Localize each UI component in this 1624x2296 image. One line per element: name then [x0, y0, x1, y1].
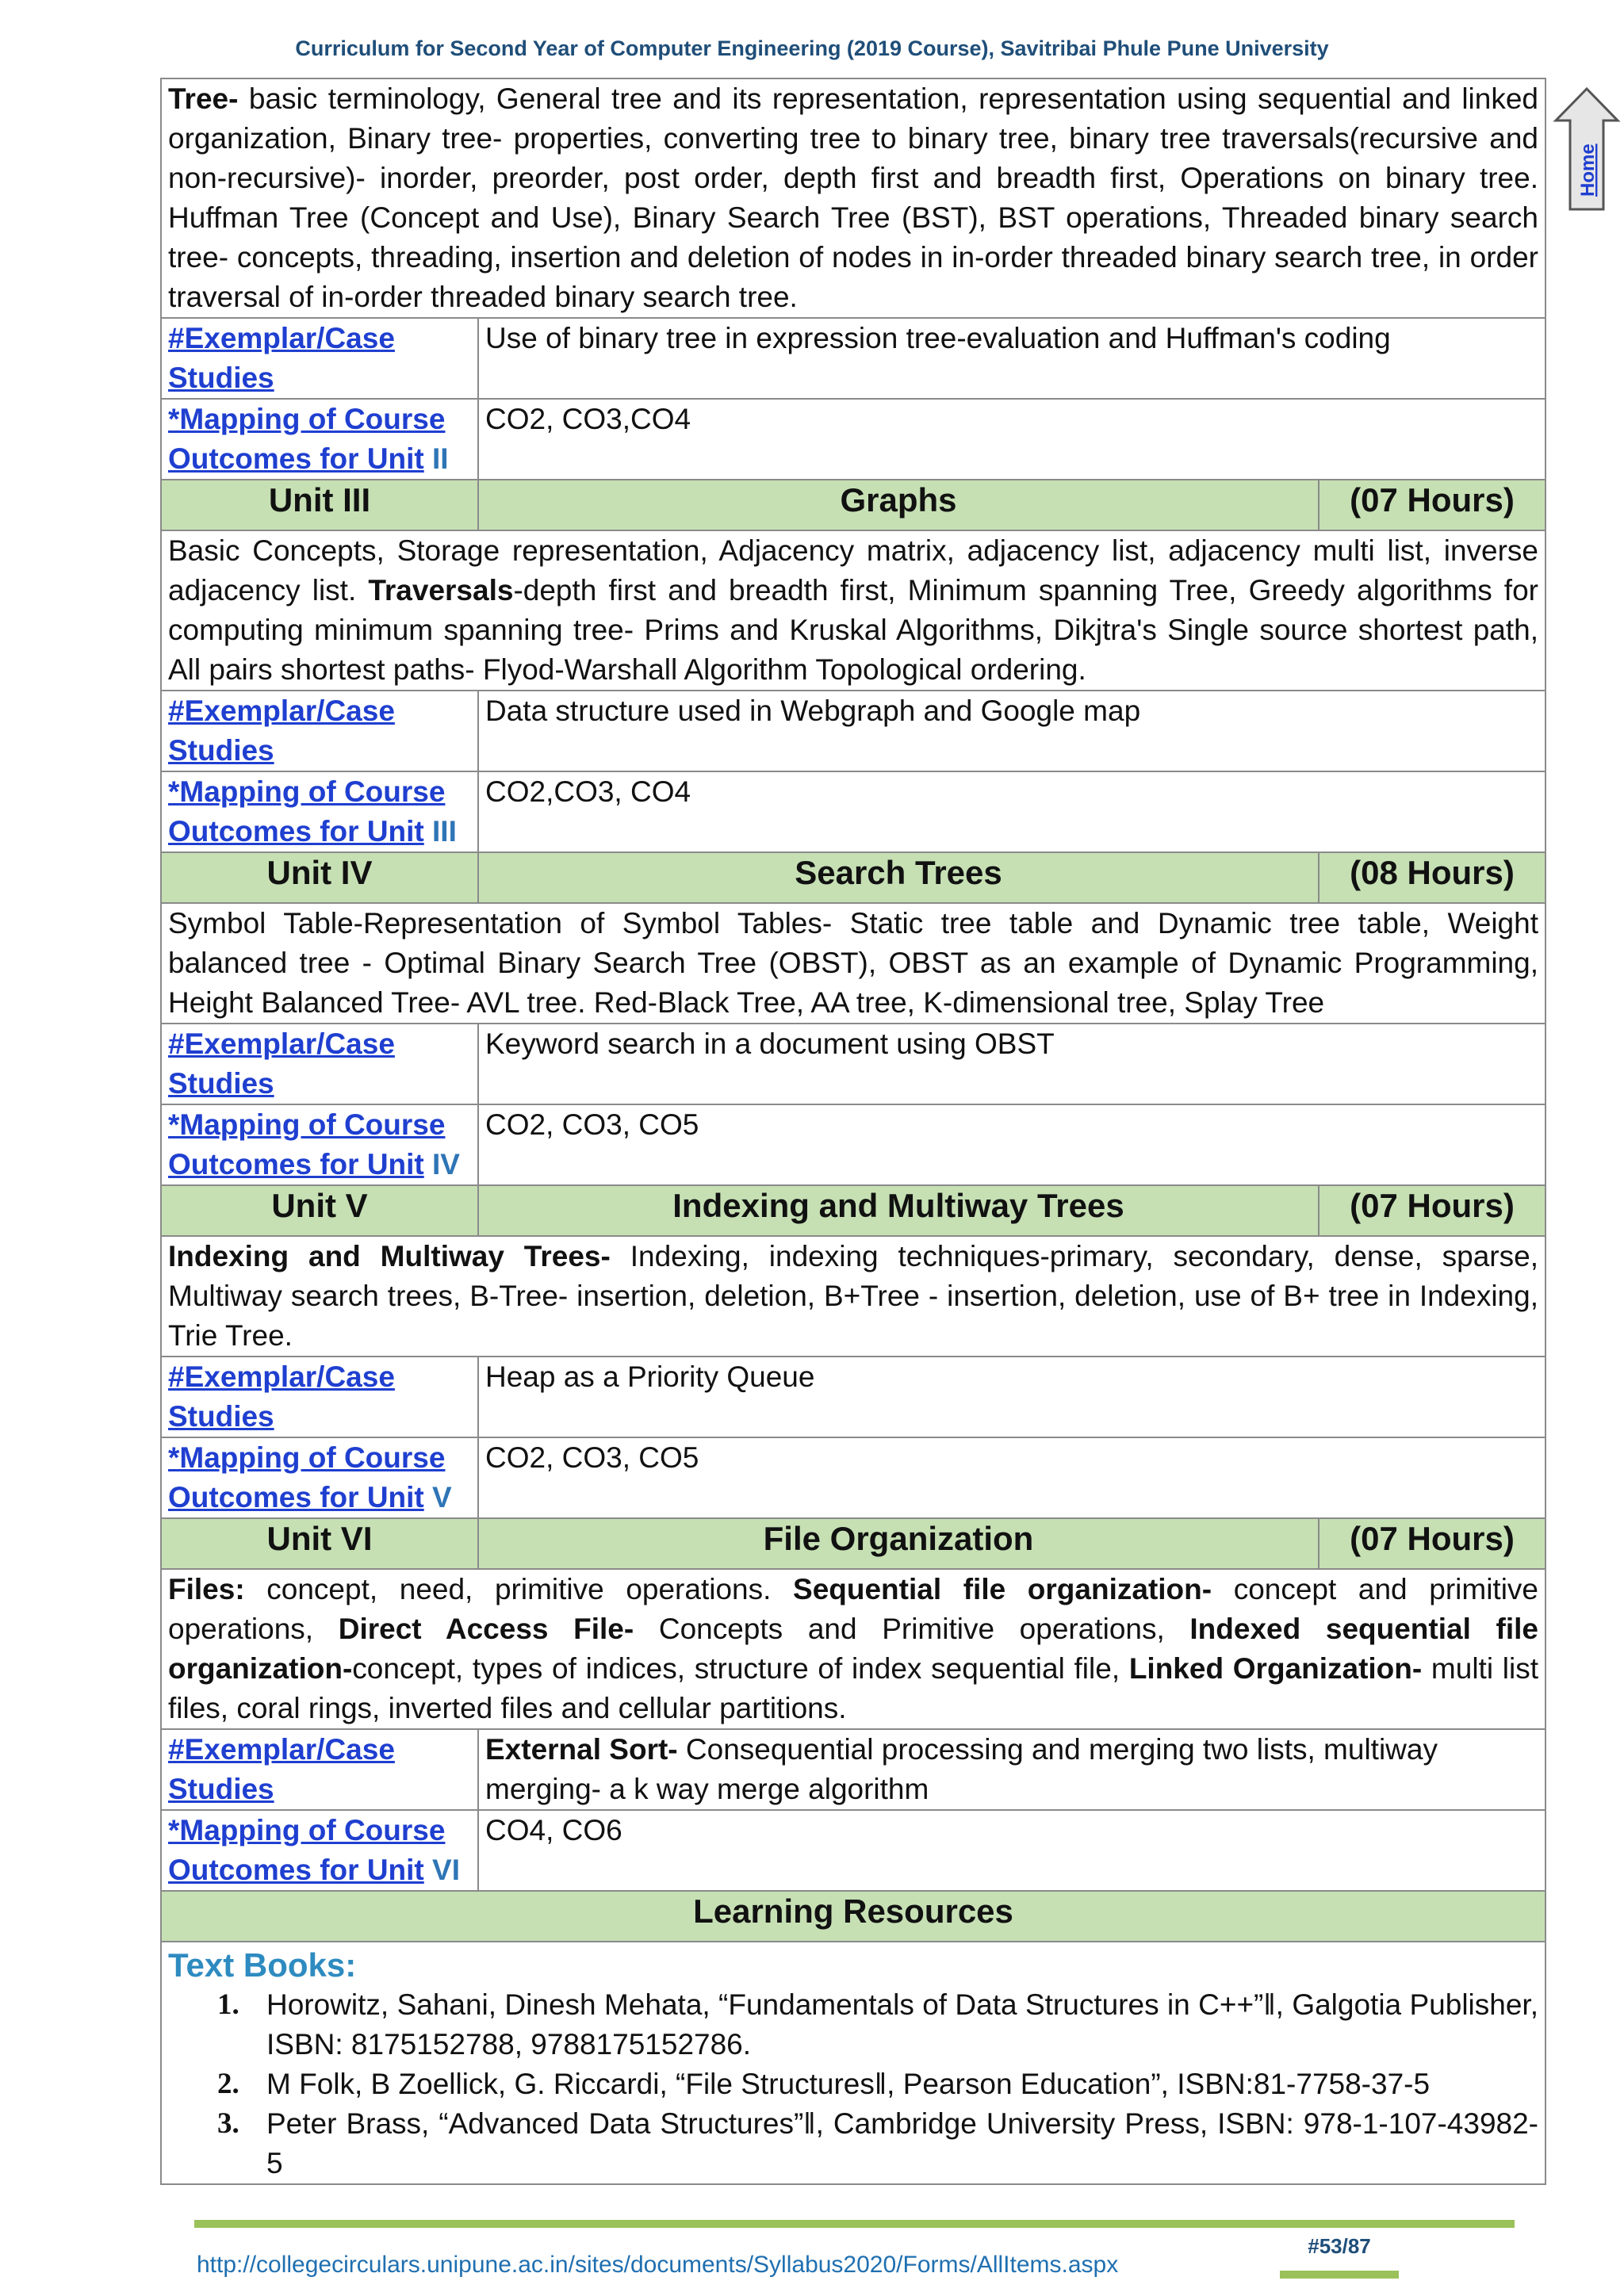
unit3-content-row	[161, 530, 1545, 691]
unit5-number: Unit V	[161, 1185, 478, 1236]
unit4-number: Unit IV	[161, 852, 478, 903]
unit3-exemplar: Data structure used in Webgraph and Google map	[478, 691, 1545, 771]
unit2-content-row	[161, 78, 1545, 318]
syllabus-table	[160, 78, 1546, 2185]
footer-url[interactable]: http://collegecirculars.unipune.ac.in/sites/documents/Syllabus2020/Forms/AllItems.aspx	[197, 2252, 1119, 2278]
unit2-exemplar: Use of binary tree in expression tree-evaluation and Huffman's coding	[478, 318, 1545, 399]
unit4-exemplar-row	[161, 1024, 1545, 1104]
unit2-content: Tree- basic terminology, General tree and its representation, representation using sequential and linked organization, Binary tree- properties, converting tree to binary tree, binary tree traversals(recursive and non-recursive)- inorder, preorder, post order, depth first and breadth first, Operations on binary tree. Huffman Tree (Concept and Use), Binary Search Tree (BST), BST operations, Threaded binary search tree- concepts, threading, insertion and deletion of nodes in in-order threaded binary search tree, in order traversal of in-order threaded binary search tree.	[161, 78, 1545, 318]
list-item: 2. M Folk, B Zoellick, G. Riccardi, “File Structures‖, Pearson Education”, ISBN:81-7758-37-5	[217, 2068, 1431, 2100]
unit3-content: Basic Concepts, Storage representation, Adjacency matrix, adjacency list, adjacency multi list, inverse adjacency list. Traversals-depth first and breadth first, Minimum spanning Tree, Greedy algorithms for computing minimum spanning tree- Prims and Kruskal Algorithms, Dikjtra's Single source shortest path, All pairs shortest paths- Flyod-Warshall Algorithm Topological ordering.	[161, 530, 1545, 691]
unit5-heading-row	[161, 1185, 1545, 1236]
unit2-exemplar-row	[161, 318, 1545, 399]
mapping-label[interactable]: *Mapping of Course Outcomes for Unit IV	[161, 1104, 478, 1185]
unit4-exemplar: Keyword search in a document using OBST	[478, 1024, 1545, 1104]
unit3-mapping: CO2,CO3, CO4	[478, 771, 1545, 852]
unit5-mapping: CO2, CO3, CO5	[478, 1437, 1545, 1518]
text-books-row	[161, 1942, 1545, 2184]
unit5-content-row	[161, 1236, 1545, 1357]
unit6-exemplar: External Sort- Consequential processing and merging two lists, multiway merging- a k way merge algorithm	[478, 1729, 1545, 1810]
page-number: #53/87	[1308, 2234, 1371, 2258]
unit6-content-row	[161, 1569, 1545, 1729]
unit3-heading-row	[161, 480, 1545, 530]
exemplar-label[interactable]: #Exemplar/Case Studies	[161, 318, 478, 399]
unit6-number: Unit VI	[161, 1518, 478, 1569]
text-books-cell	[161, 1942, 1545, 2184]
text-books-list	[168, 1985, 1538, 2183]
unit2-mapping-row	[161, 399, 1545, 480]
footer-divider	[194, 2220, 1515, 2228]
mapping-label[interactable]: *Mapping of Course Outcomes for Unit III	[161, 771, 478, 852]
home-link[interactable]: Home	[1577, 144, 1599, 197]
unit6-hours: (07 Hours)	[1319, 1518, 1545, 1569]
unit4-content-row	[161, 903, 1545, 1024]
unit3-hours: (07 Hours)	[1319, 480, 1545, 530]
unit4-heading-row	[161, 852, 1545, 903]
unit6-title: File Organization	[478, 1518, 1319, 1569]
unit4-mapping-row	[161, 1104, 1545, 1185]
home-arrow-icon[interactable]	[1553, 86, 1621, 212]
unit2-mapping: CO2, CO3,CO4	[478, 399, 1545, 480]
mapping-label[interactable]: *Mapping of Course Outcomes for Unit V	[161, 1437, 478, 1518]
exemplar-label[interactable]: #Exemplar/Case Studies	[161, 1357, 478, 1437]
unit6-exemplar-row	[161, 1729, 1545, 1810]
unit3-mapping-row	[161, 771, 1545, 852]
page-number-bar	[1280, 2271, 1399, 2279]
exemplar-label[interactable]: #Exemplar/Case Studies	[161, 691, 478, 771]
unit5-mapping-row	[161, 1437, 1545, 1518]
unit3-title: Graphs	[478, 480, 1319, 530]
learning-resources-heading: Learning Resources	[161, 1891, 1545, 1942]
unit4-title: Search Trees	[478, 852, 1319, 903]
exemplar-label[interactable]: #Exemplar/Case Studies	[161, 1729, 478, 1810]
mapping-label[interactable]: *Mapping of Course Outcomes for Unit VI	[161, 1810, 478, 1891]
unit4-hours: (08 Hours)	[1319, 852, 1545, 903]
unit6-mapping: CO4, CO6	[478, 1810, 1545, 1891]
unit6-heading-row	[161, 1518, 1545, 1569]
list-item: 1. Horowitz, Sahani, Dinesh Mehata, “Fundamentals of Data Structures in C++”‖, Galgotia Publisher, ISBN: 8175152788, 9788175152786.	[217, 1988, 1538, 2061]
unit3-number: Unit III	[161, 480, 478, 530]
unit6-mapping-row	[161, 1810, 1545, 1891]
unit5-content: Indexing and Multiway Trees- Indexing, indexing techniques-primary, secondary, dense, sparse, Multiway search trees, B-Tree- insertion, deletion, B+Tree - insertion, deletion, use of B+ tree in Indexing, Trie Tree.	[161, 1236, 1545, 1357]
unit5-hours: (07 Hours)	[1319, 1185, 1545, 1236]
unit5-exemplar: Heap as a Priority Queue	[478, 1357, 1545, 1437]
text-books-title: Text Books:	[168, 1946, 357, 1984]
unit4-content: Symbol Table-Representation of Symbol Tables- Static tree table and Dynamic tree table, Weight balanced tree - Optimal Binary Search Tree (OBST), OBST as an example of Dynamic Programming, Height Balanced Tree- AVL tree. Red-Black Tree, AA tree, K-dimensional tree, Splay Tree	[161, 903, 1545, 1024]
unit3-exemplar-row	[161, 691, 1545, 771]
page-header: Curriculum for Second Year of Computer Engineering (2019 Course), Savitribai Phule Pune University	[295, 36, 1329, 60]
unit5-title: Indexing and Multiway Trees	[478, 1185, 1319, 1236]
learning-resources-row	[161, 1891, 1545, 1942]
list-item: 3. Peter Brass, “Advanced Data Structures”‖, Cambridge University Press, ISBN: 978-1-107-43982-5	[217, 2107, 1538, 2179]
unit5-exemplar-row	[161, 1357, 1545, 1437]
mapping-label[interactable]: *Mapping of Course Outcomes for Unit II	[161, 399, 478, 480]
exemplar-label[interactable]: #Exemplar/Case Studies	[161, 1024, 478, 1104]
unit6-content: Files: concept, need, primitive operations. Sequential file organization- concept and primitive operations, Direct Access File- Concepts and Primitive operations, Indexed sequential file organization-concept, types of indices, structure of index sequential file, Linked Organization- multi list files, coral rings, inverted files and cellular partitions.	[161, 1569, 1545, 1729]
unit4-mapping: CO2, CO3, CO5	[478, 1104, 1545, 1185]
